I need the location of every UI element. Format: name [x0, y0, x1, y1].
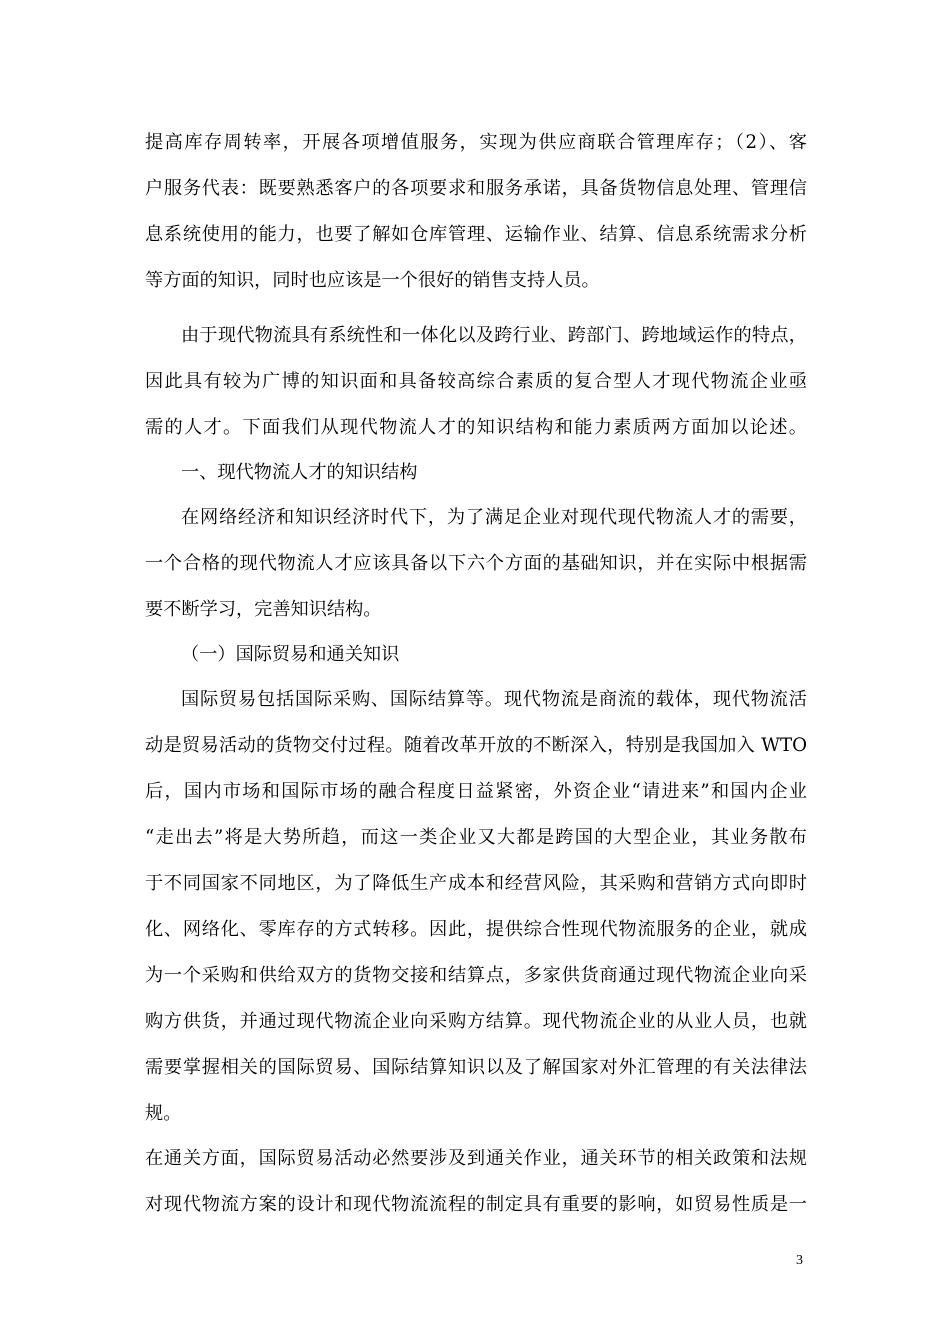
text-line: 要不断学习，完善知识结构。	[145, 599, 382, 620]
text-line: 为一个采购和供给双方的货物交接和结算点，多家供货商通过现代物流企业向采	[145, 965, 807, 986]
text-line: 需的人才。下面我们从现代物流人才的知识结构和能力素质两方面加以论述。	[145, 417, 807, 438]
text-line: 化、网络化、零库存的方式转移。因此，提供综合性现代物流服务的企业，就成	[145, 919, 807, 940]
text-line: 后，国内市场和国际市场的融合程度日益紧密，外资企业“请进来”和国内企业	[145, 781, 807, 802]
text-line: 于不同国家不同地区，为了降低生产成本和经营风险，其采购和营销方式向即时	[145, 873, 807, 894]
text-line: 一个合格的现代物流人才应该具备以下六个方面的基础知识，并在实际中根据需	[145, 553, 807, 574]
text-line: 在网络经济和知识经济时代下，为了满足企业对现代现代物流人才的需要，	[181, 507, 807, 528]
text-line: 对现代物流方案的设计和现代物流流程的制定具有重要的影响，如贸易性质是一	[145, 1194, 807, 1215]
text-line: 户服务代表：既要熟悉客户的各项要求和服务承诺，具备货物信息处理、管理信	[145, 178, 807, 199]
text-line: 规。	[145, 1103, 182, 1124]
text-line: 因此具有较为广博的知识面和具备较高综合素质的复合型人才现代物流企业亟	[145, 371, 807, 392]
text-line: 在通关方面，国际贸易活动必然要涉及到通关作业，通关环节的相关政策和法规	[145, 1148, 807, 1169]
page-number: 3	[796, 1253, 803, 1268]
text-line: 动是贸易活动的货物交付过程。随着改革开放的不断深入，特别是我国加入 WTO	[145, 735, 807, 756]
text-line: “走出去”将是大势所趋，而这一类企业又大都是跨国的大型企业，其业务散布	[145, 827, 807, 848]
text-line: 需要掌握相关的国际贸易、国际结算知识以及了解国家对外汇管理的有关法律法	[145, 1057, 807, 1078]
text-line: 息系统使用的能力，也要了解如仓库管理、运输作业、结算、信息系统需求分析	[145, 224, 807, 245]
text-line: 购方供货，并通过现代物流企业向采购方结算。现代物流企业的从业人员，也就	[145, 1011, 807, 1032]
text-line: 国际贸易包括国际采购、国际结算等。现代物流是商流的载体，现代物流活	[181, 689, 807, 710]
text-line: 提高库存周转率，开展各项增值服务，实现为供应商联合管理库存；（2）、客	[145, 132, 807, 153]
text-line: 等方面的知识，同时也应该是一个很好的销售支持人员。	[145, 270, 600, 291]
text-line: （一）国际贸易和通关知识	[181, 644, 400, 665]
text-line: 一、现代物流人才的知识结构	[181, 462, 418, 483]
text-line: 由于现代物流具有系统性和一体化以及跨行业、跨部门、跨地域运作的特点，	[181, 325, 807, 346]
